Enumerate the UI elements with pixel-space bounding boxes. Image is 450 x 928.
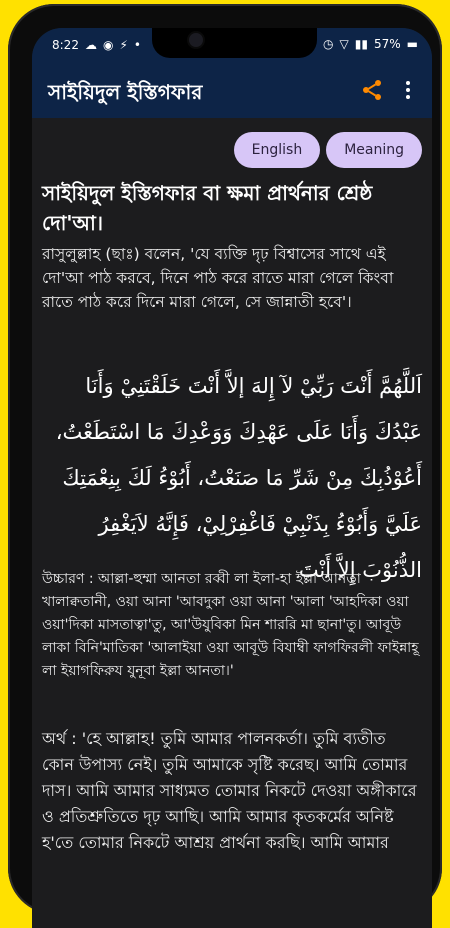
meaning-chip[interactable]: Meaning (326, 132, 422, 168)
alarm-icon: ◷ (323, 37, 334, 51)
dot-icon: • (133, 38, 141, 52)
phone-frame (8, 4, 442, 914)
lightning-icon: ⚡ (119, 38, 128, 52)
meaning-text: অর্থ : 'হে আল্লাহ! তুমি আমার পালনকর্তা। তুমি ব্যতীত কোন উপাস্য নেই। তুমি আমাকে সৃষ্টি করেছ। আমি তোমার দাস। আমি আমার সাধ্যমত তোমার নিকটে দেওয়া অঙ্গীকারে ও প্রতিশ্রুতিতে দৃঢ় আছি। আমি আমার কৃতকর্মের অনিষ্ট হ'তে তোমার নিকটে আশ্রয় প্রার্থনা করছি। আমি আমার (42, 729, 417, 852)
signal-icon: ▮▮ (354, 37, 368, 51)
app-title: সাইয়িদুল ইস্তিগফার (48, 80, 203, 104)
article-heading: সাইয়িদুল ইস্তিগফার বা ক্ষমা প্রার্থনার শ্রেষ্ঠ দো'আ। (42, 181, 373, 235)
more-vert-icon[interactable] (396, 78, 420, 102)
arabic-dua: اَللَّهُمَّ أَنْتَ رَبِّيْ لآ إِلهَ إلاَّ أَنْتَ خَلَقْتَنِيْ وَأَنَا عَبْدُكَ وَأَنَا عَلَى عَهْدِكَ وَوَعْدِكَ مَا اسْتَطَعْتُ، أَعُوْذُبِكَ مِنْ شَرِّ مَا صَنَعْتُ، أَبُوْءُ لَكَ بِنِعْمَتِكَ عَلَيَّ وَأَبُوْءُ بِذَنْبِيْ فَاغْفِرْلِيْ، فَإِنَّهُ لاَيَغْفِرُ الذُّنُوْبَ إِلاَّ أَنْتَ (55, 374, 422, 582)
notch (152, 28, 317, 58)
pronunciation-text: উচ্চারণ : আল্লা-হুম্মা আনতা রব্বী লা ইলা-হা ইল্লা আনতা খালাক্বতানী, ওয়া আনা 'আবদুকা ওয়া আনা 'আলা 'আহদিকা ওয়া ওয়া'দিকা মাসতাত্বা'তু, আ'উযুবিকা মিন শাররি মা ছানা'তু। আবূউ লাকা বিনি'মাতিকা 'আলাইয়া ওয়া আবূউ বিযাম্বী ফাগফিরলী ফাইন্নাহূ লা ইয়াগফিরুয যুনূবা ইল্লা আনতা।' (42, 571, 419, 679)
messenger-icon: ◉ (102, 38, 114, 52)
chip-row (234, 132, 422, 168)
hadith-intro: রাসুলুল্লাহ (ছাঃ) বলেন, 'যে ব্যক্তি দৃঢ় বিশ্বাসের সাথে এই দো'আ পাঠ করবে, দিনে পাঠ করে রাতে মারা গেলে কিংবা রাতে পাঠ করে দিনে মারা গেলে, সে জান্নাতী হবে'। (42, 245, 394, 311)
status-left (52, 38, 141, 52)
battery-icon: ▬ (406, 37, 418, 51)
cloud-icon: ☁ (84, 38, 97, 52)
camera-icon (189, 33, 203, 47)
status-right (323, 37, 418, 51)
share-icon[interactable] (360, 78, 384, 102)
status-time: 8:22 (52, 38, 79, 52)
english-chip[interactable]: English (234, 132, 321, 168)
wifi-icon: ▽ (339, 37, 349, 51)
app-bar (32, 64, 432, 118)
screen (32, 28, 432, 928)
battery-percent: 57% (373, 37, 401, 51)
status-bar (32, 28, 432, 64)
article-content (32, 118, 432, 928)
